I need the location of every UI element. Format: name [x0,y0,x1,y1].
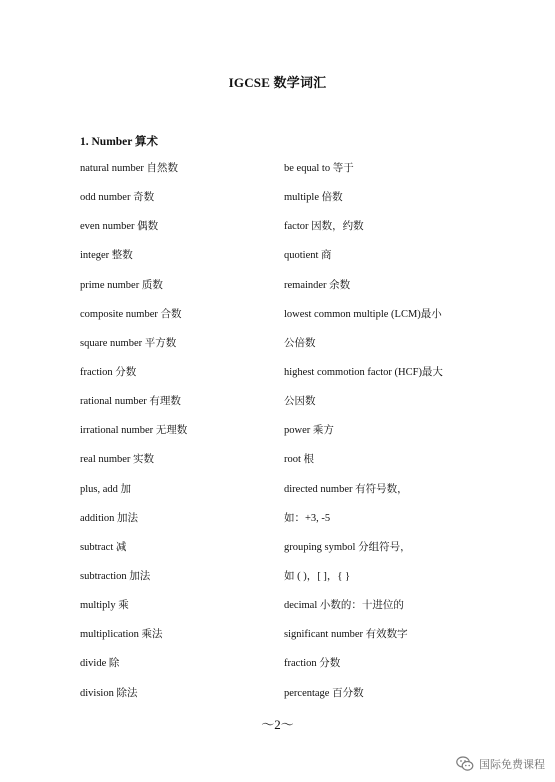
vocab-item: highest commotion factor (HCF)最大 [284,366,443,378]
vocab-item: division 除法 [80,687,138,699]
watermark [456,756,545,772]
vocab-item: fraction 分数 [284,658,341,670]
vocab-item: addition 加法 [80,512,139,524]
vocab-item: natural number 自然数 [80,163,178,174]
vocab-item: multiply 乘 [80,600,129,612]
vocab-item: rational number 有理数 [80,396,181,408]
vocab-item: factor 因数，约数 [284,221,364,233]
vocab-item: fraction 分数 [80,366,137,378]
vocab-item: even number 偶数 [80,221,159,233]
vocab-item: real number 实数 [80,454,155,466]
vocab-item: significant number 有效数字 [284,629,408,641]
vocab-item: root 根 [284,454,315,466]
vocab-item: integer 整数 [80,250,133,262]
wechat-icon [456,756,474,772]
watermark-text: 国际免费课程 [479,758,545,771]
vocab-item: remainder 余数 [284,279,351,291]
vocab-item: subtraction 加法 [80,570,151,582]
vocab-item: 如 ( )，[ ]，{ } [284,570,351,582]
section-heading: 1. Number 算术 [80,136,159,148]
vocab-item: 公因数 [284,396,316,408]
page-number: ～2～ [261,717,294,732]
vocab-item: 如：+3, -5 [284,512,331,524]
vocab-item: lowest common multiple (LCM)最小 [284,308,442,320]
vocab-item: square number 平方数 [80,337,177,349]
vocab-item: be equal to 等于 [284,163,354,174]
vocab-item: power 乘方 [284,425,334,437]
vocab-item: multiplication 乘法 [80,629,163,641]
vocab-item: odd number 奇数 [80,192,155,204]
vocab-item: subtract 减 [80,541,127,553]
vocab-item: multiple 倍数 [284,192,343,204]
vocab-item: percentage 百分数 [284,687,364,699]
vocab-item: 公倍数 [284,337,316,349]
vocab-item: grouping symbol 分组符号， [284,541,411,553]
vocab-item: directed number 有符号数， [284,483,408,495]
vocab-item: composite number 合数 [80,308,182,320]
vocab-item: divide 除 [80,658,120,670]
vocab-item: decimal 小数的：十进位的 [284,600,404,612]
vocab-item: irrational number 无理数 [80,425,188,437]
vocab-item: quotient 商 [284,250,332,262]
vocab-list-right [284,160,554,714]
vocab-item: plus, add 加 [80,483,132,495]
vocab-item: prime number 质数 [80,279,163,291]
page-title: IGCSE 数学词汇 [228,75,327,90]
